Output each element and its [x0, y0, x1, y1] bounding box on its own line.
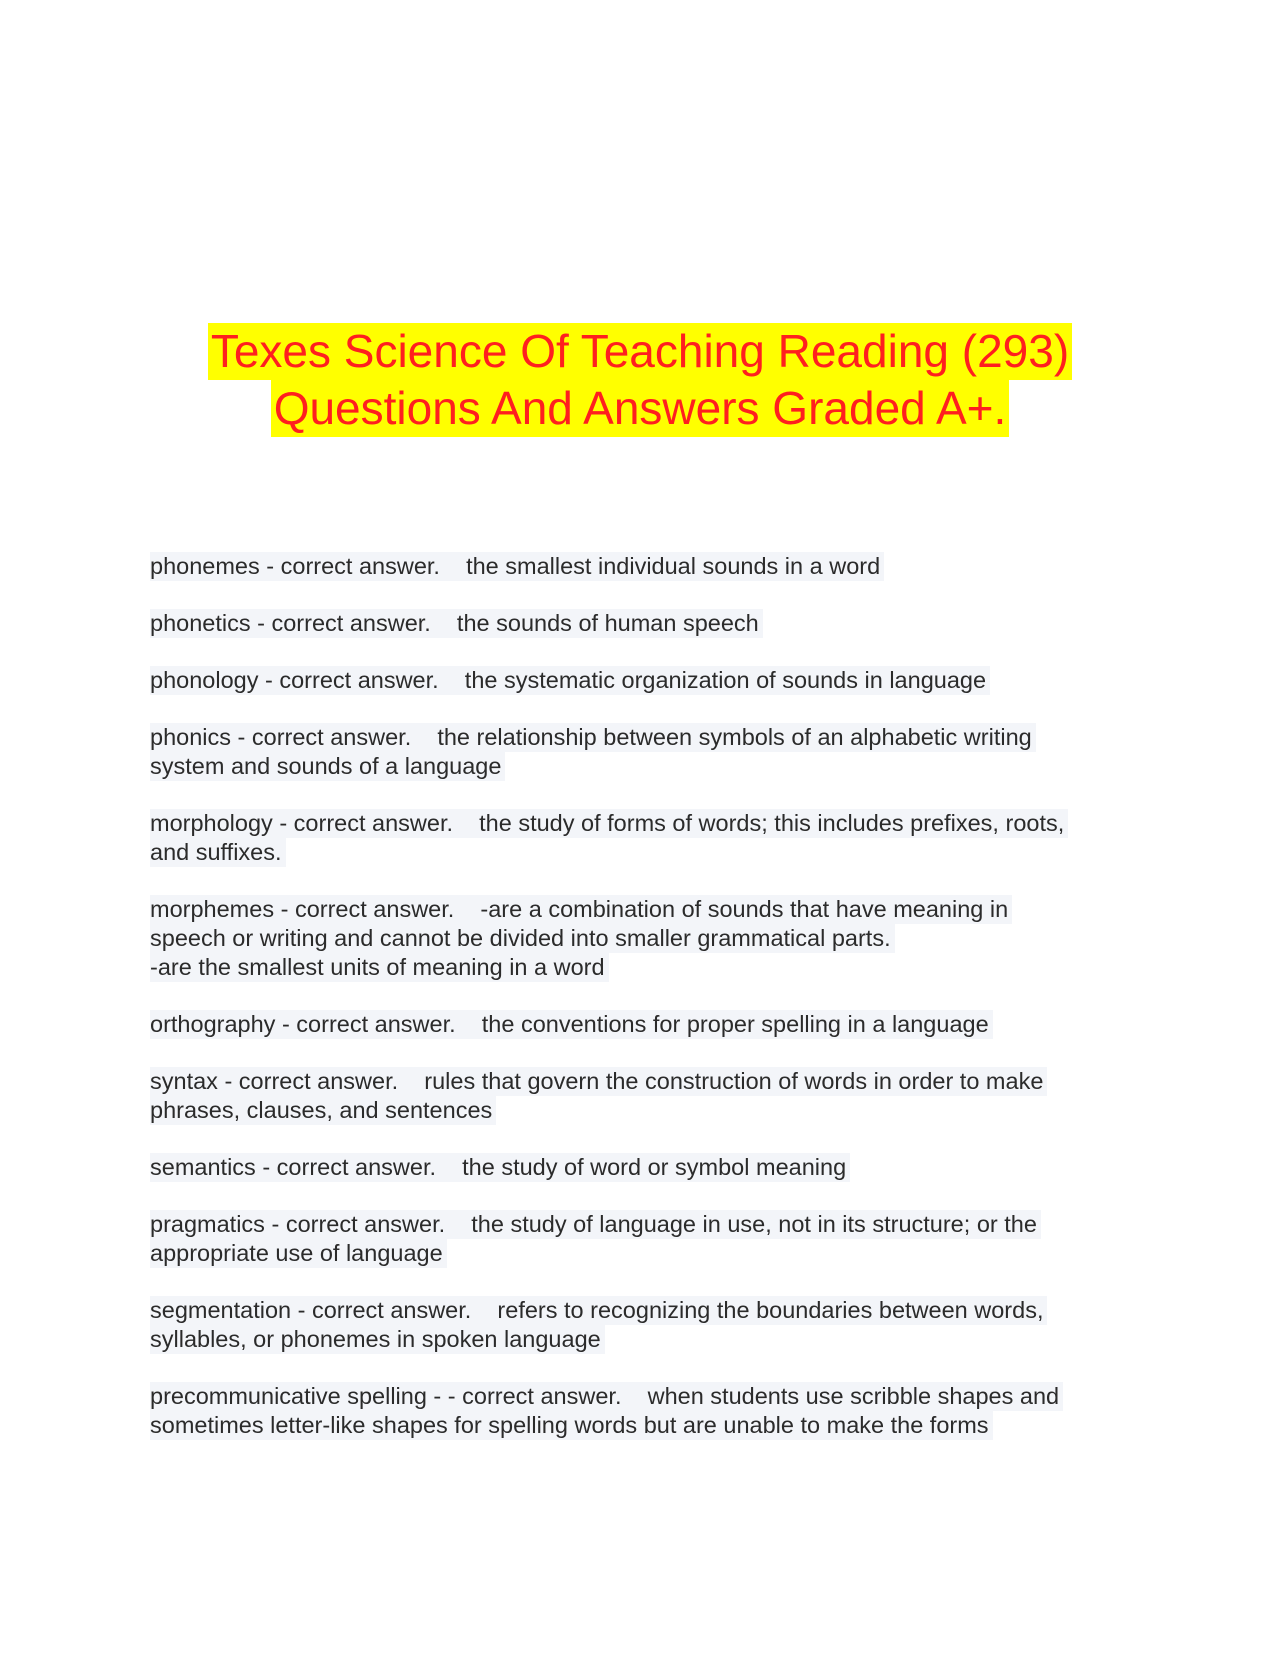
- qa-entry: [150, 809, 1150, 867]
- qa-entry-line: phrases, clauses, and sentences: [150, 1096, 496, 1125]
- qa-entry: [150, 895, 1150, 982]
- qa-entry-line: phonemes - correct answer. the smallest individual sounds in a word: [150, 552, 884, 581]
- document-title: [0, 323, 1280, 437]
- qa-entry-line: phonology - correct answer. the systematic organization of sounds in language: [150, 666, 990, 695]
- qa-entry-line: syllables, or phonemes in spoken language: [150, 1325, 605, 1354]
- qa-entry: [150, 1010, 1150, 1039]
- title-line: Texes Science Of Teaching Reading (293): [208, 323, 1072, 380]
- qa-entry-line: morphemes - correct answer. -are a combination of sounds that have meaning in: [150, 895, 1012, 924]
- qa-entry-line: phonetics - correct answer. the sounds of human speech: [150, 609, 763, 638]
- qa-entry: [150, 552, 1150, 581]
- qa-entry-line: and suffixes.: [150, 838, 286, 867]
- qa-entry-line: syntax - correct answer. rules that govern the construction of words in order to make: [150, 1067, 1047, 1096]
- qa-entry: [150, 723, 1150, 781]
- qa-entry: [150, 1067, 1150, 1125]
- qa-entry: [150, 1296, 1150, 1354]
- qa-entry-line: pragmatics - correct answer. the study of language in use, not in its structure; or the: [150, 1210, 1041, 1239]
- qa-entry-line: speech or writing and cannot be divided into smaller grammatical parts.: [150, 924, 895, 953]
- qa-entry-line: semantics - correct answer. the study of word or symbol meaning: [150, 1153, 850, 1182]
- qa-entry: [150, 609, 1150, 638]
- qa-entry-line: -are the smallest units of meaning in a word: [150, 953, 609, 982]
- qa-entry-line: orthography - correct answer. the conventions for proper spelling in a language: [150, 1010, 993, 1039]
- qa-entry-line: phonics - correct answer. the relationship between symbols of an alphabetic writing: [150, 723, 1036, 752]
- qa-entry: [150, 1382, 1150, 1440]
- qa-entry-line: sometimes letter-like shapes for spelling words but are unable to make the forms: [150, 1411, 993, 1440]
- qa-entry-line: morphology - correct answer. the study of forms of words; this includes prefixes, roots,: [150, 809, 1068, 838]
- qa-entry: [150, 1153, 1150, 1182]
- qa-entry: [150, 666, 1150, 695]
- qa-entry: [150, 1210, 1150, 1268]
- qa-entry-line: segmentation - correct answer. refers to recognizing the boundaries between words,: [150, 1296, 1047, 1325]
- qa-entry-line: precommunicative spelling - - correct answer. when students use scribble shapes and: [150, 1382, 1063, 1411]
- qa-list: [150, 552, 1150, 1468]
- qa-entry-line: system and sounds of a language: [150, 752, 505, 781]
- qa-entry-line: appropriate use of language: [150, 1239, 447, 1268]
- title-line: Questions And Answers Graded A+.: [271, 380, 1010, 437]
